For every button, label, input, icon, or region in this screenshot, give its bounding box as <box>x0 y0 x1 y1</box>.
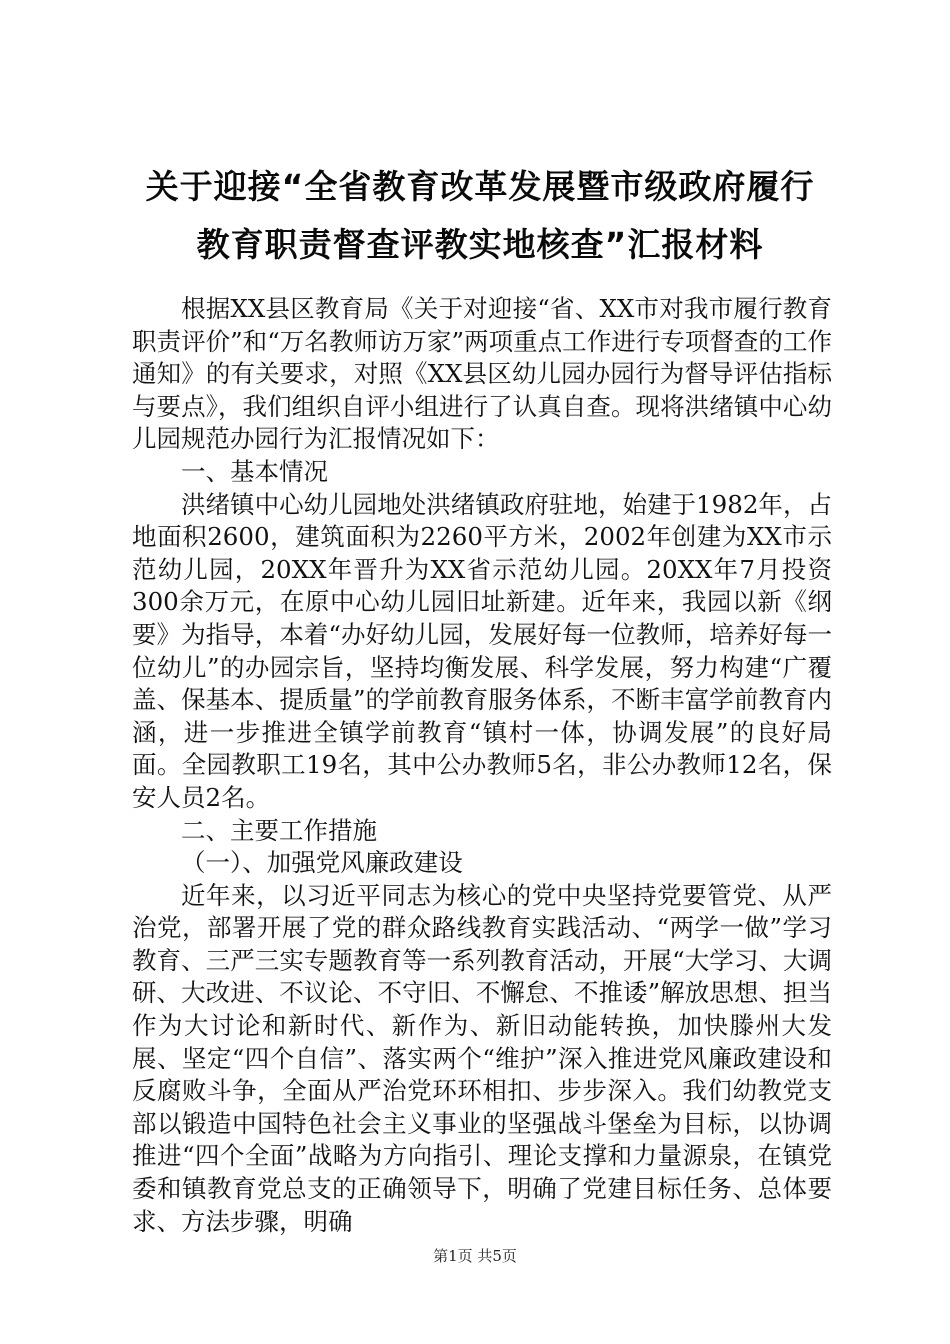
title-line-1: 关于迎接“全省教育改革发展暨市级政府履行 <box>145 167 815 206</box>
title-line-2: 教育职责督查评教实地核查”汇报材料 <box>196 225 764 264</box>
subsection-heading-party: （一）、加强党风廉政建设 <box>181 848 463 878</box>
paragraph-intro: 根据XX县区教育局《关于对迎接“省、XX市对我市履行教育职责评价”和“万名教师访万家”两项重点工作进行专项督查的工作通知》的有关要求，对照《XX县区幼儿园办园行为督导评估指标与要点》，我们组织自评小组进行了认真自查。现将洪绪镇中心幼儿园规范办园行为汇报情况如下： <box>132 294 832 454</box>
section-heading-basic: 一、基本情况 <box>181 456 328 486</box>
document-title <box>120 158 840 274</box>
section-heading-measures: 二、主要工作措施 <box>181 815 377 845</box>
paragraph-party: 近年来，以习近平同志为核心的党中央坚持党要管党、从严治党，部署开展了党的群众路线教育实践活动、“两学一做”学习教育、三严三实专题教育等一系列教育活动，开展“大学习、大调研、大改进、不议论、不守旧、不懈怠、不推诿”解放思想、担当作为大讨论和新时代、新作为、新旧动能转换，加快滕州大发展、坚定“四个自信”、落实两个“维护”深入推进党风廉政建设和反腐败斗争，全面从严治党环环相扣、步步深入。我们幼教党支部以锻造中国特色社会主义事业的坚强战斗堡垒为目标，以协调推进“四个全面”战略为方向指引、理论支撑和力量源泉，在镇党委和镇教育党总支的正确领导下，明确了党建目标任务、总体要求、方法步骤，明确 <box>132 880 832 1236</box>
paragraph-basic-info: 洪绪镇中心幼儿园地处洪绪镇政府驻地，始建于1982年，占地面积2600，建筑面积为2260平方米，2002年创建为XX市示范幼儿园，20XX年晋升为XX省示范幼儿园。20XX年7月投资300余万元，在原中心幼儿园旧址新建。近年来，我园以新《纲要》为指导，本着“办好幼儿园，发展好每一位教师，培养好每一位幼儿”的办园宗旨，坚持均衡发展、科学发展，努力构建“广覆盖、保基本、提质量”的学前教育服务体系，不断丰富学前教育内涵，进一步推进全镇学前教育“镇村一体，协调发展”的良好局面。全园教职工19名，其中公办教师5名，非公办教师12名，保安人员2名。 <box>132 489 832 812</box>
document-body <box>132 293 832 1238</box>
page-number: 第1页 共5页 <box>433 1247 517 1265</box>
